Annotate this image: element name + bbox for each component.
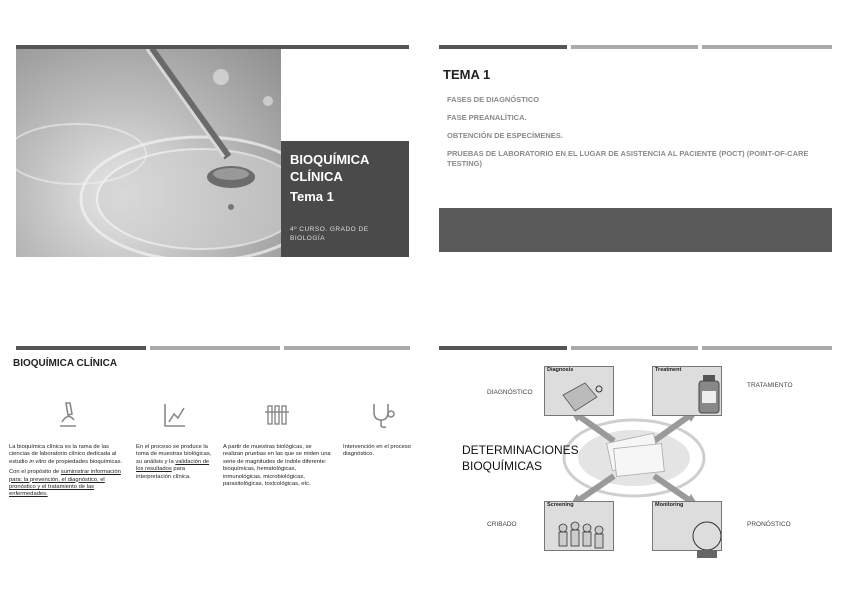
agenda-item: PRUEBAS DE LABORATORIO EN EL LUGAR DE ASISTENCIA AL PACIENTE (POCT) (POINT-OF-CARE TESTING) [447, 149, 809, 168]
agenda-item: FASE PREANALÍTICA. [447, 113, 527, 122]
chart-icon [161, 400, 189, 430]
label-cribado: CRIBADO [487, 521, 517, 528]
tag-icon [545, 367, 613, 415]
col1-text-italic: in vitro [29, 458, 47, 465]
test-tubes-icon [263, 400, 291, 430]
pipette-image [16, 49, 281, 257]
diagnosis-box-title: Diagnosis [547, 367, 574, 373]
crystal-ball-icon [653, 502, 721, 562]
footer-band [439, 208, 832, 252]
slide-diagram [439, 346, 832, 576]
top-bar-segment [284, 346, 410, 350]
center-label-line2: BIOQUÍMICAS [462, 459, 543, 473]
slide-title-text: BIOQUÍMICA CLÍNICA [290, 152, 369, 184]
col1-text-c: Con el propósito de [9, 469, 61, 476]
top-bar-segment [702, 45, 832, 49]
course-label: 4º CURSO. GRADO DE BIOLOGÍA [290, 226, 369, 242]
monitoring-box [652, 501, 722, 551]
col2-text-a: En el proceso se produce la toma de muestras biológicas, su análisis y la [136, 444, 212, 465]
medicine-bottle-icon [653, 367, 721, 415]
center-label [462, 442, 579, 474]
column-3 [223, 400, 331, 488]
treatment-box-title: Treatment [655, 367, 682, 373]
agenda-list [447, 95, 827, 177]
column-2 [136, 400, 214, 481]
title-box [281, 141, 409, 257]
top-bar-segment [571, 45, 698, 49]
top-bar-segment [16, 346, 146, 350]
col1-text-a: La bioquímica clínica es la rama de las ciencias de laboratorio clínico dedicada al estudio [9, 444, 117, 465]
diagnosis-box [544, 366, 614, 416]
agenda-item: OBTENCIÓN DE ESPECÍMENES. [447, 131, 563, 140]
people-icon [545, 502, 613, 562]
screening-box [544, 501, 614, 551]
top-bar-segment [439, 45, 567, 49]
stethoscope-icon [368, 400, 396, 430]
slide-title [16, 45, 409, 257]
treatment-box [652, 366, 722, 416]
monitoring-box-title: Monitoring [655, 502, 684, 508]
petri-dish-photo [16, 49, 281, 257]
agenda-heading: TEMA 1 [443, 67, 491, 82]
col2-text-underlined: validación de los resultados [136, 458, 210, 473]
slide-heading: BIOQUÍMICA CLÍNICA [13, 358, 118, 369]
agenda-item: FASES DE DIAGNÓSTICO [447, 95, 540, 104]
col1-text-b: de propiedades bioquímicas. [46, 458, 123, 465]
microscope-icon [54, 400, 82, 430]
label-diagnostico: DIAGNÓSTICO [487, 389, 533, 396]
top-bar-segment [150, 346, 280, 350]
col2-text-b: para interpretación clínica. [136, 466, 191, 480]
col4-text: Intervención en el proceso diagnóstico. [343, 444, 411, 458]
screening-box-title: Screening [547, 502, 574, 508]
column-1 [9, 400, 127, 502]
slide-subtitle: Tema 1 [290, 189, 334, 204]
col3-text: A partir de muestras biológicas, se realizan pruebas en las que se miden una serie de magnitudes de índole diferente: bioquímicas, hematológicas, inmunológicas, microbiológicas, parasitológicas, toxicológicas, etc. [223, 444, 331, 488]
col1-text-underlined: suministrar información para: la prevención, el diagnóstico, el pronóstico y el tratamiento de las enfermedades. [9, 469, 121, 498]
center-label-line1: DETERMINACIONES [462, 443, 579, 457]
slide-agenda [439, 45, 832, 257]
column-4 [343, 400, 420, 459]
slide-definition [6, 346, 420, 558]
label-pronostico: PRONÓSTICO [747, 521, 791, 528]
label-tratamiento: TRATAMIENTO [747, 382, 793, 389]
